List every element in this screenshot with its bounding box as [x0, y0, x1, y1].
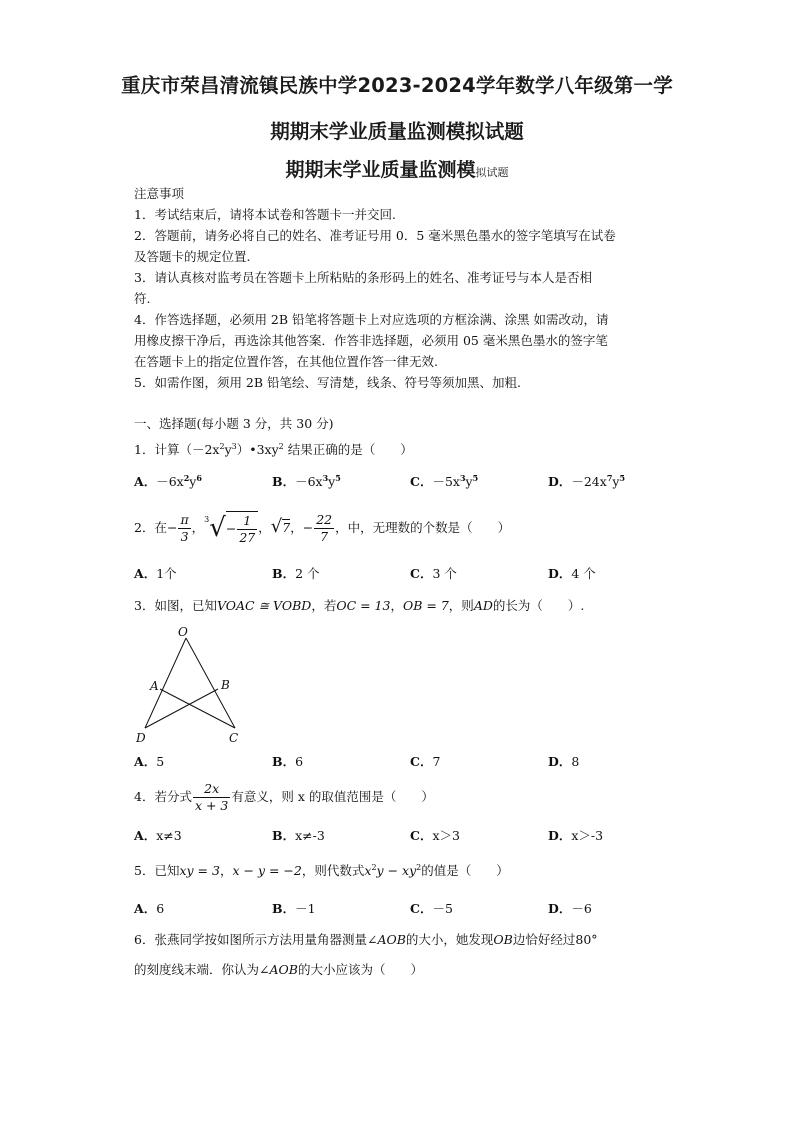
cube-root-body	[226, 511, 258, 546]
question-1	[134, 442, 413, 458]
q5-expr: x	[364, 863, 372, 878]
note-line: 在答题卡上的指定位置作答，在其他位置作答一律无效.	[134, 354, 438, 369]
option-text: 4 个	[571, 566, 596, 581]
option-text: x＞3	[432, 828, 460, 843]
q5-exp: 2	[416, 863, 422, 872]
minus-sign: −	[166, 520, 178, 535]
q1-prefix: 1．计算（－2x	[134, 442, 220, 457]
denominator: 27	[239, 530, 256, 545]
option-label: C．	[410, 474, 433, 489]
option-label: C．	[410, 828, 433, 843]
q3-option-d[interactable]	[548, 754, 579, 770]
option-exp: 5	[619, 473, 626, 483]
q1-y: y	[224, 442, 232, 457]
q2-fraction-3	[314, 512, 334, 545]
option-label: A．	[134, 828, 157, 843]
q1-option-a[interactable]	[134, 474, 202, 490]
q3-option-c[interactable]	[410, 754, 440, 770]
title-line-3-main: 期期末学业质量监测模	[285, 159, 476, 181]
q1-option-b[interactable]	[272, 474, 341, 490]
q3-text: ，	[390, 598, 403, 613]
option-text: x＞-3	[571, 828, 604, 843]
option-text: 3 个	[432, 566, 457, 581]
q5-exp: 2	[371, 863, 377, 872]
option-label: A．	[134, 754, 157, 769]
title-line-1: 重庆市荣昌清流镇民族中学2023-2024学年数学八年级第一学	[121, 74, 673, 97]
minus-sign: −	[225, 521, 237, 536]
note-line: 符.	[134, 291, 151, 306]
option-label: B．	[272, 754, 296, 769]
q5-condition-1: xy = 3	[179, 863, 220, 878]
q4-option-b[interactable]	[272, 828, 325, 844]
q3-condition-oc: OC = 13	[336, 598, 391, 613]
q4-fraction	[193, 781, 230, 814]
option-label: B．	[272, 828, 296, 843]
q1-exp: 3	[231, 442, 237, 451]
q6-text: 6．张燕同学按如图所示方法用量角器测量	[134, 932, 367, 947]
option-exp: 7	[606, 473, 613, 483]
option-text: y	[189, 474, 197, 489]
option-text: y	[612, 474, 620, 489]
option-text: －5	[432, 901, 453, 916]
option-label: A．	[134, 474, 157, 489]
q5-option-b[interactable]	[272, 901, 316, 917]
option-exp: 2	[183, 473, 190, 483]
option-exp: 5	[335, 473, 341, 483]
option-label: D．	[548, 566, 572, 581]
q2-prefix: 2．在	[134, 520, 167, 535]
question-3	[134, 598, 584, 614]
q4-option-c[interactable]	[410, 828, 460, 844]
label-c: C	[229, 731, 239, 745]
q6-angle: ∠AOB	[259, 962, 298, 977]
option-text: －6x	[295, 474, 323, 489]
q2-option-d[interactable]	[548, 566, 596, 582]
q2-suffix: ，中，无理数的个数是（ ）	[335, 520, 511, 535]
q6-degree: 80°	[575, 932, 598, 947]
q3-text: ，则	[448, 598, 474, 613]
option-text: －6x	[156, 474, 184, 489]
numerator: 1	[243, 513, 252, 528]
q5-text: ，	[219, 863, 233, 878]
q4-option-a[interactable]	[134, 828, 182, 844]
option-label: D．	[548, 474, 572, 489]
q3-congruence: VOAC ≅ VOBD	[216, 598, 312, 613]
q6-text: 的刻度线末端．你认为	[134, 962, 260, 977]
comma: ，	[290, 520, 303, 535]
segment-ac	[160, 689, 235, 728]
notes-heading: 注意事项	[134, 186, 185, 201]
q5-condition-2: x − y = −2	[232, 863, 302, 878]
option-label: A．	[134, 901, 157, 916]
cube-root-index: 3	[204, 515, 210, 524]
note-line: 3．请认真核对监考员在答题卡上所粘贴的条形码上的姓名、准考证号与本人是否相	[134, 270, 592, 285]
title-line-3	[0, 155, 794, 182]
note-line: 及答题卡的规定位置.	[134, 249, 251, 264]
q5-option-c[interactable]	[410, 901, 453, 917]
q5-prefix: 5．已知	[134, 863, 180, 878]
comma: ，	[258, 520, 271, 535]
q1-option-c[interactable]	[410, 474, 478, 490]
radical-icon: √	[270, 516, 283, 537]
q4-option-d[interactable]	[548, 828, 603, 844]
option-label: A．	[134, 566, 157, 581]
comma: ，	[191, 520, 205, 535]
q1-exp: 2	[219, 442, 225, 451]
numerator: 2x	[204, 781, 220, 796]
q5-expr: y − xy	[376, 863, 417, 878]
option-text: －5x	[432, 474, 460, 489]
q1-mid: ）•3xy	[236, 442, 279, 457]
section-heading: 一、选择题(每小题 3 分，共 30 分)	[134, 416, 334, 431]
q1-exp: 2	[278, 442, 284, 451]
option-text: 1个	[156, 566, 177, 581]
option-label: C．	[410, 754, 433, 769]
q5-option-a[interactable]	[134, 901, 164, 917]
question-5	[134, 863, 509, 879]
question-6-line-2	[134, 962, 423, 978]
sqrt-body: 7	[282, 520, 291, 535]
option-text: x≠3	[156, 828, 182, 843]
option-label: C．	[410, 901, 433, 916]
q5-text: ，则代数式	[301, 863, 365, 878]
q1-option-d[interactable]	[548, 474, 625, 490]
q3-prefix: 3．如图，已知	[134, 598, 217, 613]
option-text: 5	[156, 754, 165, 769]
q6-text: 的大小，她发现	[405, 932, 494, 947]
option-text: －1	[295, 901, 316, 916]
q3-option-b[interactable]	[272, 754, 303, 770]
q2-option-c[interactable]	[410, 566, 457, 582]
label-o: O	[178, 625, 188, 639]
q3-condition-ob: OB = 7	[402, 598, 449, 613]
q6-angle: ∠AOB	[366, 932, 406, 947]
question-4	[134, 780, 434, 814]
label-a: A	[150, 679, 159, 693]
minus-sign: −	[302, 520, 314, 535]
option-text: x≠-3	[295, 828, 325, 843]
q6-text: 边恰好经过	[512, 932, 576, 947]
label-d: D	[136, 731, 146, 745]
option-exp: 3	[322, 473, 329, 483]
denominator: 7	[314, 528, 334, 545]
q5-suffix: 的值是（ ）	[421, 863, 509, 878]
q2-option-b[interactable]	[272, 566, 320, 582]
option-label: B．	[272, 474, 296, 489]
option-exp: 6	[196, 473, 202, 483]
denominator: 3	[178, 528, 190, 545]
option-text: y	[328, 474, 336, 489]
segment-bd	[145, 689, 218, 728]
radical-icon: √	[209, 513, 226, 543]
question-2	[134, 510, 510, 546]
option-label: D．	[548, 828, 572, 843]
q4-suffix: 有意义，则 x 的取值范围是（ ）	[231, 789, 434, 804]
numerator: π	[180, 512, 189, 527]
question-6-line-1	[134, 932, 598, 948]
label-b: B	[221, 678, 230, 692]
option-label: D．	[548, 901, 572, 916]
option-label: C．	[410, 566, 433, 581]
q4-prefix: 4．若分式	[134, 789, 192, 804]
q5-option-d[interactable]	[548, 901, 592, 917]
q3-triangle-figure	[130, 622, 260, 748]
title-line-3-small: 拟试题	[475, 166, 509, 179]
q2-option-a[interactable]	[134, 566, 177, 582]
option-text: 2 个	[295, 566, 320, 581]
note-line: 5．如需作图，须用 2B 铅笔绘、写清楚，线条、符号等须加黑、加粗.	[134, 375, 522, 390]
option-exp: 3	[459, 473, 466, 483]
note-line: 4．作答选择题，必须用 2B 铅笔将答题卡上对应选项的方框涂满、涂黑 如需改动，请	[134, 312, 609, 327]
option-label: D．	[548, 754, 572, 769]
note-line: 2．答题前，请务必将自己的姓名、准考证号用 0．5 毫米黑色墨水的签字笔填写在试卷	[134, 228, 616, 243]
q2-fraction-1	[178, 512, 190, 545]
q1-suffix: 结果正确的是（ ）	[283, 442, 413, 457]
q3-option-a[interactable]	[134, 754, 164, 770]
option-label: B．	[272, 566, 296, 581]
note-line: 1．考试结束后，请将本试卷和答题卡一并交回.	[134, 207, 396, 222]
option-text: 7	[432, 754, 441, 769]
option-exp: 5	[472, 473, 479, 483]
option-text: 8	[571, 754, 580, 769]
option-text: －24x	[571, 474, 607, 489]
q6-text: 的大小应该为（ ）	[297, 962, 423, 977]
q3-suffix: 的长为（ ）.	[492, 598, 585, 613]
option-text: －6	[571, 901, 592, 916]
q2-fraction-2	[237, 513, 257, 546]
note-line: 用橡皮擦干净后，再选涂其他答案．作答非选择题，必须用 05 毫米黑色墨水的签字笔	[134, 333, 608, 348]
numerator: 22	[316, 512, 333, 527]
option-label: B．	[272, 901, 296, 916]
q6-ob: OB	[493, 932, 513, 947]
q3-ad: AD	[473, 598, 493, 613]
option-text: 6	[156, 901, 165, 916]
title-line-2: 期期末学业质量监测模拟试题	[270, 120, 524, 143]
option-text: 6	[295, 754, 304, 769]
q3-text: ，若	[311, 598, 337, 613]
option-text: y	[465, 474, 473, 489]
denominator: x + 3	[194, 798, 229, 813]
